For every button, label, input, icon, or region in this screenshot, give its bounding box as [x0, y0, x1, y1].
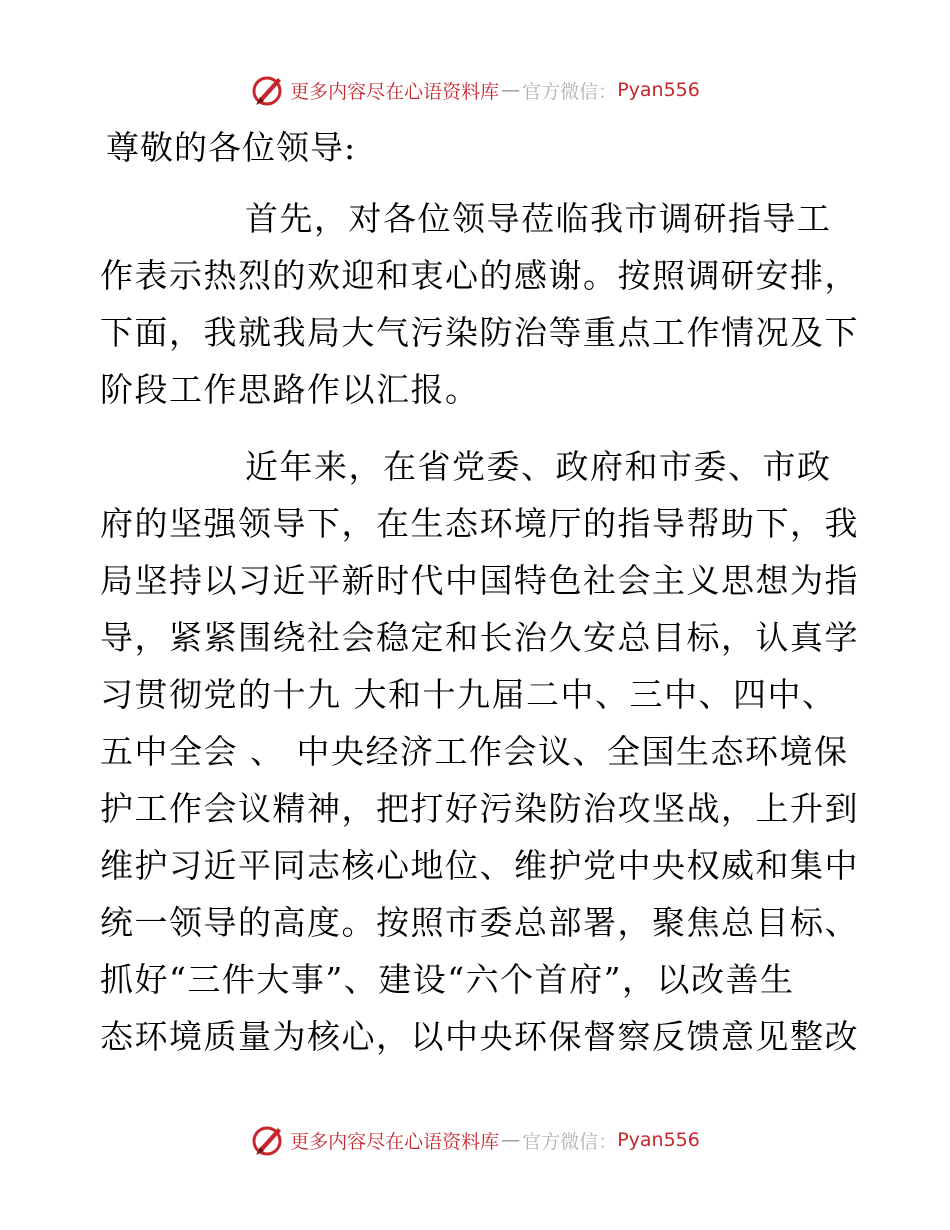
text-line: 府的坚强领导下，在生态环境厅的指导帮助下，我 — [100, 504, 859, 543]
quill-logo-icon — [250, 72, 286, 108]
watermark-account: Pyan556 — [617, 79, 700, 101]
text-line: 作表示热烈的欢迎和衷心的感谢。按照调研安排， — [100, 256, 859, 295]
header-watermark — [0, 70, 950, 110]
salutation: 尊敬的各位领导: — [106, 128, 357, 167]
watermark-label: 官方微信： — [522, 1130, 618, 1153]
text-line: 导，紧紧围绕社会稳定和长治久安总目标，认真学 — [100, 618, 859, 657]
quill-logo-icon — [250, 1122, 286, 1158]
text-line: 首先，对各位领导莅临我市调研指导工 — [245, 199, 832, 238]
watermark-brand: 更多内容尽在心语资料库 — [290, 1130, 500, 1153]
watermark-account: Pyan556 — [617, 1129, 700, 1151]
text-line: 近年来，在省党委、政府和市委、市政 — [245, 447, 832, 486]
text-line: 护工作会议精神，把打好污染防治攻坚战，上升到 — [100, 789, 859, 828]
text-line: 抓好“三件大事”、建设“六个首府”，以改善生 — [100, 960, 795, 999]
text-line: 下面，我就我局大气污染防治等重点工作情况及下 — [100, 313, 859, 352]
text-line: 维护习近平同志核心地位、维护党中央权威和集中 — [100, 846, 859, 885]
watermark-separator: — — [501, 1129, 521, 1151]
text-line: 局坚持以习近平新时代中国特色社会主义思想为指 — [100, 561, 859, 600]
text-line: 阶段工作思路作以汇报。 — [100, 370, 480, 409]
footer-watermark — [0, 1120, 950, 1160]
text-line: 态环境质量为核心，以中央环保督察反馈意见整改 — [100, 1017, 859, 1056]
watermark-label: 官方微信： — [522, 80, 618, 103]
watermark-brand: 更多内容尽在心语资料库 — [290, 80, 500, 103]
text-line: 习贯彻党的十九 大和十九届二中、三中、四中、 — [100, 675, 837, 714]
text-line: 统一领导的高度。按照市委总部署，聚焦总目标、 — [100, 903, 859, 942]
text-line: 五中全会 、 中央经济工作会议、全国生态环境保 — [100, 732, 849, 771]
watermark-separator: — — [501, 79, 521, 101]
